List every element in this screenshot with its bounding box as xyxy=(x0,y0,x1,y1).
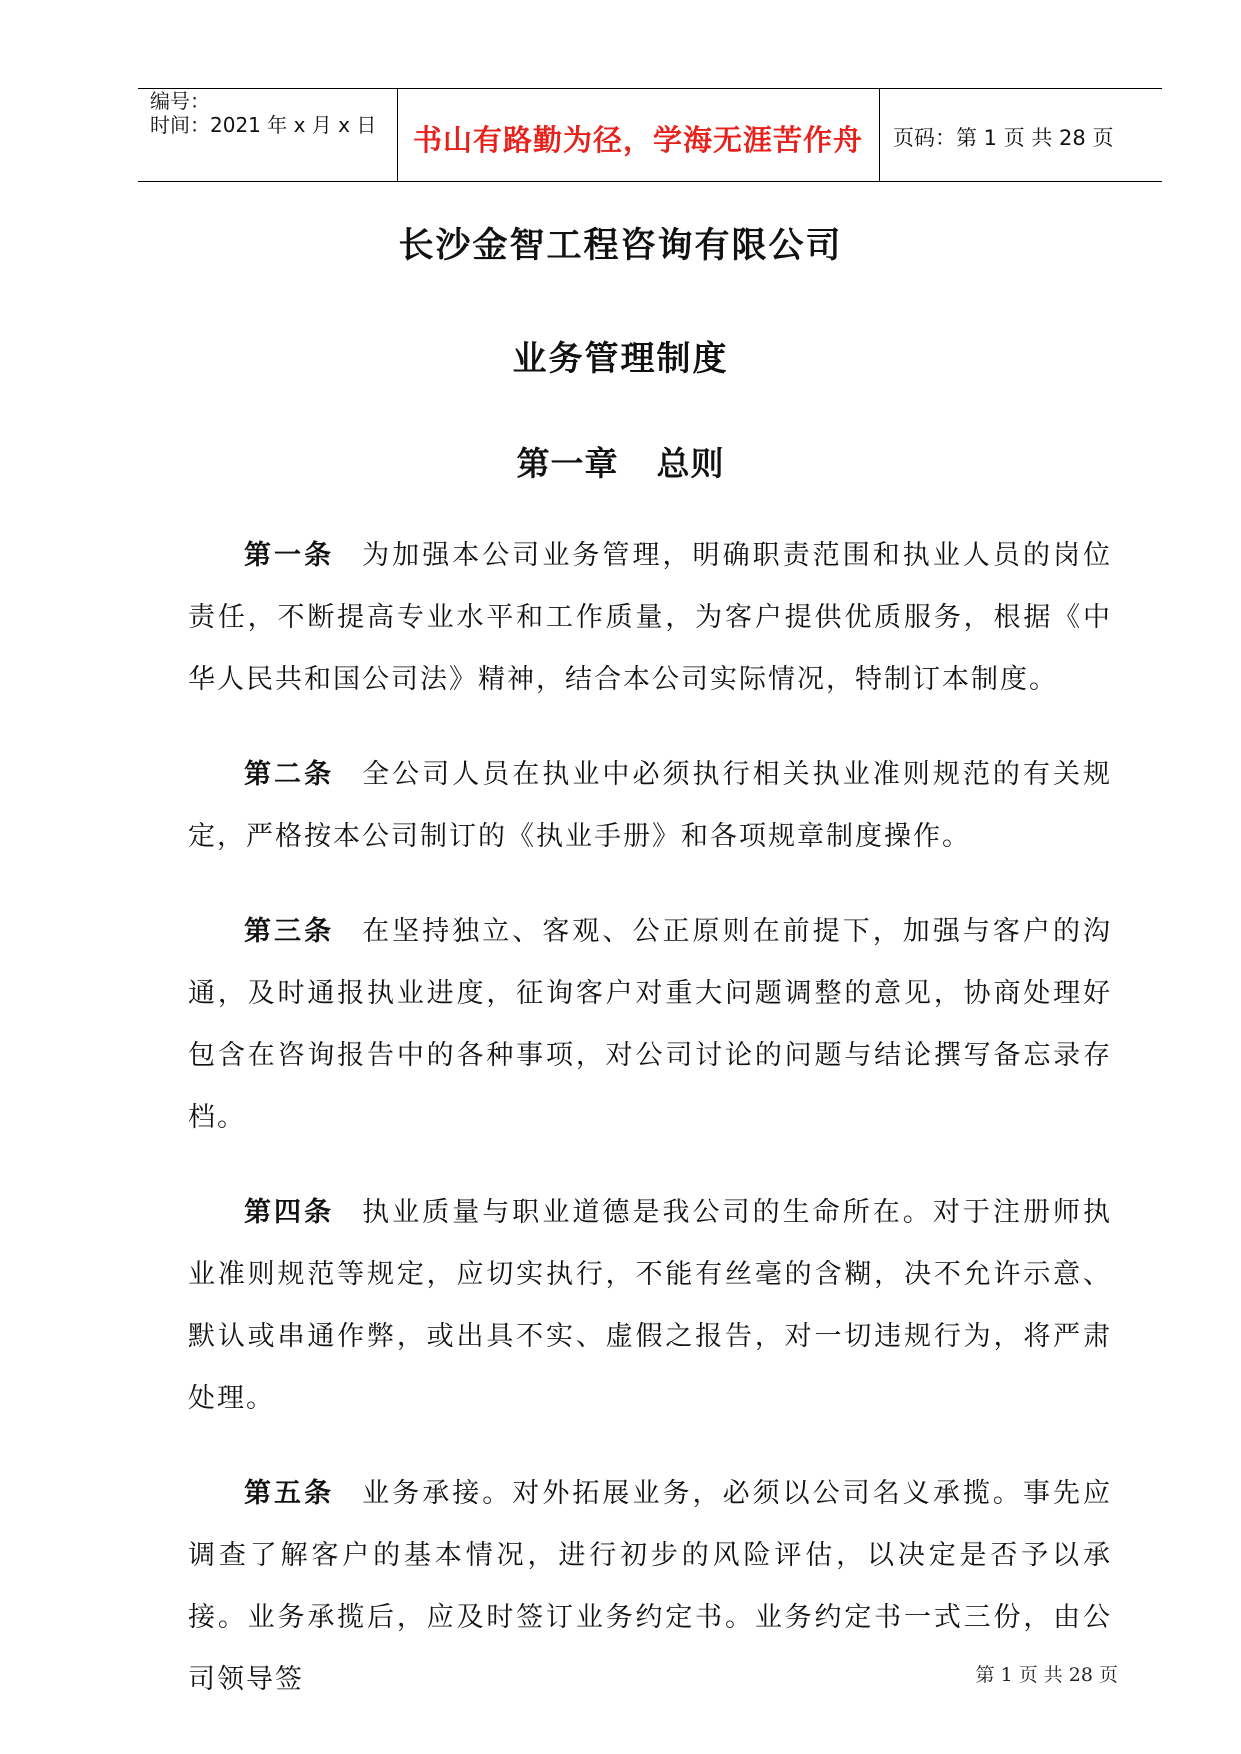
article-3 xyxy=(188,901,1112,1149)
article-label: 第五条 xyxy=(244,1478,335,1509)
article-1 xyxy=(188,525,1112,711)
header-page-cell xyxy=(879,89,1162,181)
article-label: 第三条 xyxy=(244,916,335,947)
header-page-info: 页码：第 1 页 共 28 页 xyxy=(893,126,1114,150)
page-footer: 第 1 页 共 28 页 xyxy=(975,1664,1118,1686)
header-table xyxy=(138,88,1162,182)
chapter-number: 第一章 xyxy=(516,444,619,483)
header-slogan-cell xyxy=(397,89,880,181)
company-name: 长沙金智工程咨询有限公司 xyxy=(398,226,843,266)
article-text: 在坚持独立、客观、公正原则在前提下，加强与客户的沟通，及时通报执业进度，征询客户对重大问题调整的意见，协商处理好包含在咨询报告中的各种事项，对公司讨论的问题与结论撰写备忘录存档。 xyxy=(188,916,1113,1133)
article-text: 全公司人员在执业中必须执行相关执业准则规范的有关规定，严格按本公司制订的《执业手册》和各项规章制度操作。 xyxy=(188,759,1113,852)
document-title: 业务管理制度 xyxy=(512,339,729,379)
header-meta-cell xyxy=(138,89,398,181)
article-2 xyxy=(188,744,1112,868)
article-label: 第二条 xyxy=(244,759,335,790)
slogan: 书山有路勤为径，学海无涯苦作舟 xyxy=(412,123,863,157)
article-label: 第一条 xyxy=(244,540,335,571)
document-number-label: 编号： xyxy=(150,89,210,113)
article-label: 第四条 xyxy=(244,1197,335,1228)
article-text: 执业质量与职业道德是我公司的生命所在。对于注册师执业准则规范等规定，应切实执行，不能有丝毫的含糊，决不允许示意、默认或串通作弊，或出具不实、虚假之报告，对一切违规行为，将严肃处理。 xyxy=(188,1197,1113,1414)
chapter-heading xyxy=(0,438,1241,485)
chapter-title: 总则 xyxy=(656,444,725,483)
article-text: 业务承接。对外拓展业务，必须以公司名义承揽。事先应调查了解客户的基本情况，进行初步的风险评估，以决定是否予以承接。业务承揽后，应及时签订业务约定书。业务约定书一式三份，由公司领导签 xyxy=(188,1478,1113,1695)
document-body xyxy=(188,525,1112,1744)
article-text: 为加强本公司业务管理，明确职责范围和执业人员的岗位责任，不断提高专业水平和工作质量，为客户提供优质服务，根据《中华人民共和国公司法》精神，结合本公司实际情况，特制订本制度。 xyxy=(188,540,1113,695)
article-4 xyxy=(188,1182,1112,1430)
document-date: 时间：2021 年 x 月 x 日 xyxy=(150,113,377,137)
